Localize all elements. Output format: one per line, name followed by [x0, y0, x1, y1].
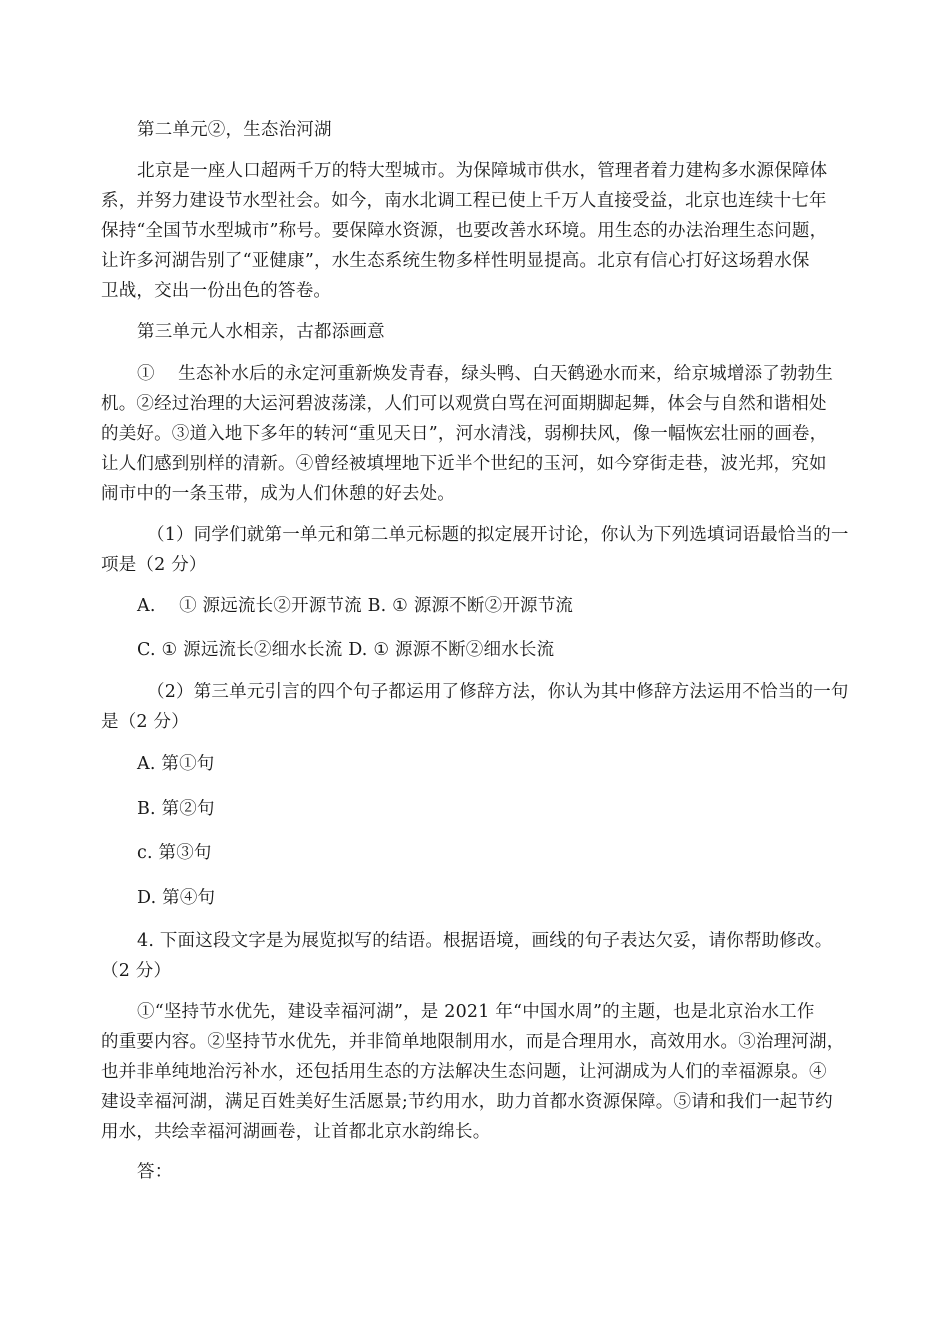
unit2-line-2: 系，并努力建设节水型社会。如今，南水北调工程已使上千万人直接受益，北京也连续十七年 — [101, 191, 827, 211]
q1-option-cd: C. ① 源远流长②细水长流 D. ① 源源不断②细水长流 — [137, 640, 555, 660]
q1-prompt-line-2: 项是（2 分） — [101, 555, 207, 575]
q4-prompt-line-2: （2 分） — [101, 961, 172, 981]
q4-prompt-line-1: 4. 下面这段文字是为展览拟写的结语。根据语境，画线的句子表达欠妥，请你帮助修改。 — [137, 931, 833, 951]
unit2-line-4: 让许多河湖告别了“亚健康”，水生态系统生物多样性明显提高。北京有信心打好这场碧水保 — [101, 251, 810, 271]
q1-option-ab: A. ① 源远流长②开源节流 B. ① 源源不断②开源节流 — [137, 596, 574, 616]
q4-passage-line-4: 建设幸福河湖，满足百姓美好生活愿景;节约用水，助力首都水资源保障。⑤请和我们一起节约 — [101, 1092, 833, 1112]
unit3-line-4: 让人们感到别样的清新。④曾经被填埋地下近半个世纪的玉河，如今穿街走巷，波光邦，究如 — [101, 454, 827, 474]
unit3-line-5: 闹市中的一条玉带，成为人们休憩的好去处。 — [101, 484, 455, 504]
unit2-line-3: 保持“全国节水型城市”称号。要保障水资源，也要改善水环境。用生态的办法治理生态问题， — [101, 221, 828, 241]
q2-prompt-line-2: 是（2 分） — [101, 712, 189, 732]
q4-passage-line-5: 用水，共绘幸福河湖画卷，让首都北京水韵绵长。 — [101, 1122, 491, 1142]
unit2-line-5: 卫战，交出一份出色的答卷。 — [101, 281, 332, 301]
q2-option-c: c. 第③句 — [137, 843, 212, 863]
q1-prompt-line-1: （1）同学们就第一单元和第二单元标题的拟定展开讨论，你认为下列选填词语最恰当的一 — [147, 525, 849, 545]
q2-option-b: B. 第②句 — [137, 799, 215, 819]
q4-passage-line-2: 的重要内容。②坚持节水优先，并非简单地限制用水，而是合理用水，高效用水。③治理河湖， — [101, 1032, 845, 1052]
unit3-line-1: ① 生态补水后的永定河重新焕发青春，绿头鸭、白天鹤逊水而来，给京城增添了勃勃生 — [137, 364, 834, 384]
unit3-heading: 第三单元人水相亲，古都添画意 — [137, 322, 385, 342]
unit3-line-3: 的美好。③道入地下多年的转河“重见天日”，河水清浅，弱柳扶风，像一幅恢宏壮丽的画卷， — [101, 424, 828, 444]
unit3-line-2: 机。②经过治理的大运河碧波荡漾，人们可以观赏白骂在河面期脚起舞，体会与自然和谐相处 — [101, 394, 827, 414]
q2-option-a: A. 第①句 — [137, 754, 215, 774]
q2-prompt-line-1: （2）第三单元引言的四个句子都运用了修辞方法，你认为其中修辞方法运用不恰当的一句 — [147, 682, 849, 702]
q4-passage-line-1: ①“坚持节水优先，建设幸福河湖”，是 2021 年“中国水周”的主题，也是北京治水工作 — [137, 1002, 815, 1022]
q4-passage-line-3: 也并非单纯地治污补水，还包括用生态的方法解决生态问题，让河湖成为人们的幸福源泉。④ — [101, 1062, 827, 1082]
unit2-line-1: 北京是一座人口超两千万的特大型城市。为保障城市供水，管理者着力建构多水源保障体 — [137, 161, 828, 181]
answer-label: 答： — [137, 1162, 173, 1182]
q2-option-d: D. 第④句 — [137, 888, 216, 908]
unit2-heading: 第二单元②，生态治河湖 — [137, 120, 332, 140]
